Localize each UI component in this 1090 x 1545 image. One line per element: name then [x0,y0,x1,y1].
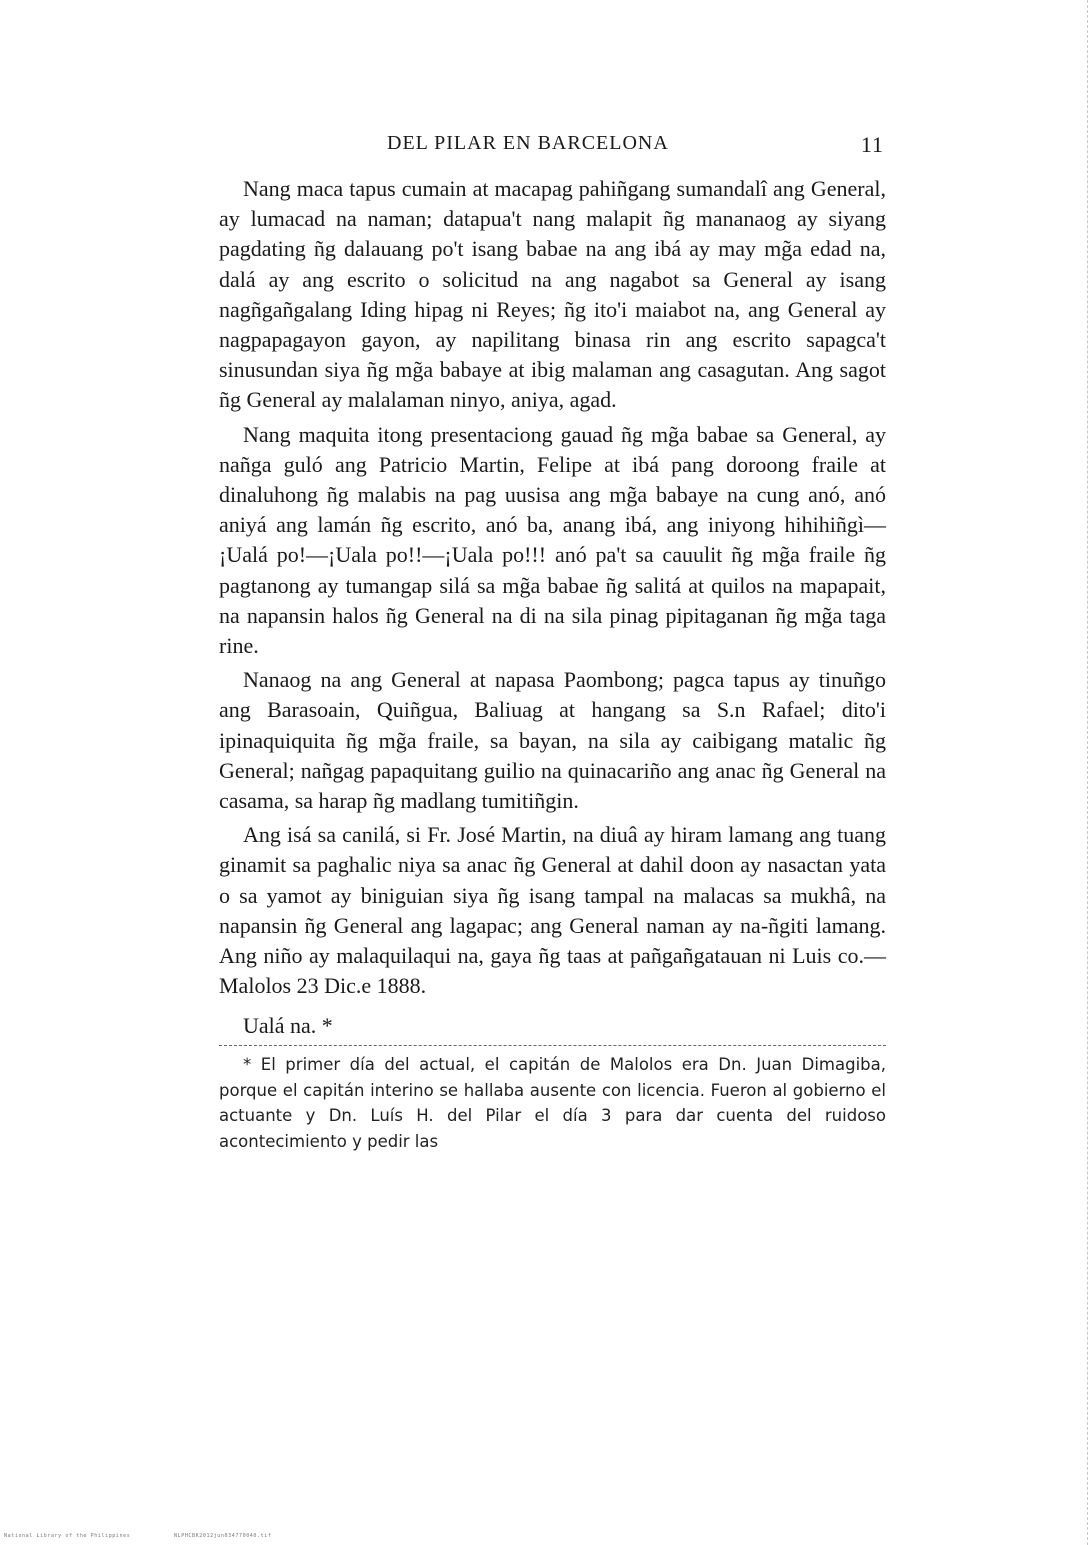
page-number: 11 [860,132,884,157]
paragraph-3: Nanaog na ang General at napasa Paombong; pagca tapus ay tinuñgo ang Barasoain, Quiñgua, Baliuag at hangang sa S.n Rafael; dito'i ipinaquiquita ñg mg̃a fraile, sa bayan, na sila ay caibigang matalic ñg General; nañgag papaquitang guilio na quinacariño ang anac ñg General na casama, sa harap ñg madlang tumitiñgin. [219,667,886,814]
scan-file: NLPHCBK2012jun034770040.tif [173,1533,272,1539]
scan-edge-line [1086,0,1088,1545]
body-text [219,174,886,1001]
book-page [219,128,886,1171]
paragraph-1: Nang maca tapus cumain at macapag pahiñgang sumandalî ang General, ay lumacad na naman; datapua't nang malapit ñg mananaog ay siyang pagdating ñg dalauang po't isang babae na ang ibá ay may mg̃a edad na, dalá ay ang escrito o solicitud na ang nagabot sa General ay isang nagñgañgalang Iding hipag ni Reyes; ñg ito'i maiabot na, ang General ay nagpapagayon gayon, ay napilitang binasa rin ang escrito sapagca't sinusundan siya ñg mg̃a babaye at ibig malaman ang casagutan. Ang sagot ñg General ay malalaman ninyo, aniya, agad. [219,176,886,413]
paragraph-2: Nang maquita itong presentaciong gauad ñg mg̃a babae sa General, ay nañga guló ang Patricio Martin, Felipe at ibá pang doroong fraile at dinaluhong ñg malabis na pag uusisa ang mg̃a babaye na cung anó, anó aniyá ang lamán ñg escrito, anó ba, anang ibá, ang iniyong hihihiñgì—¡Ualá po!—¡Uala po!!—¡Uala po!!! anó pa't sa cauulit ñg mg̃a fraile ñg pagtanong ay tumangap silá sa mg̃a babae ñg salitá at quilos na mapapait, na napansin halos ñg General na di na sila pinag pipitaganan ñg mg̃a taga rine. [219,421,886,659]
footnote-divider [219,1045,886,1046]
closing-line: Ualá na. * [243,1013,333,1039]
footnote: * El primer día del actual, el capitán de Malolos era Dn. Juan Dimagiba, porque el capitán interino se hallaba ausente con licencia. Fueron al gobierno el actuante y Dn. Luís H. del Pilar el día 3 para dar cuenta del ruidoso acontecimiento y pedir las [219,1055,886,1151]
scan-source: National Library of the Philippines [4,1533,131,1539]
running-head [219,128,886,162]
paragraph-4: Ang isá sa canilá, si Fr. José Martin, na diuâ ay hiram lamang ang tuang ginamit sa paghalic niya sa anac ñg General at dahil doon ay nasactan yata o sa yamot ay biniguian siya ñg isang tampal na malacas sa mukhâ, na napansin ñg General ang lagapac; ang General naman ay na-ñgiti lamang. Ang niño ay malaquilaqui na, gaya ñg taas at pañgañgatauan ni Luis co.—Malolos 23 Dic.e 1888. [219,822,886,999]
running-title: DEL PILAR EN BARCELONA [387,132,669,154]
scan-stamp [4,1533,311,1539]
